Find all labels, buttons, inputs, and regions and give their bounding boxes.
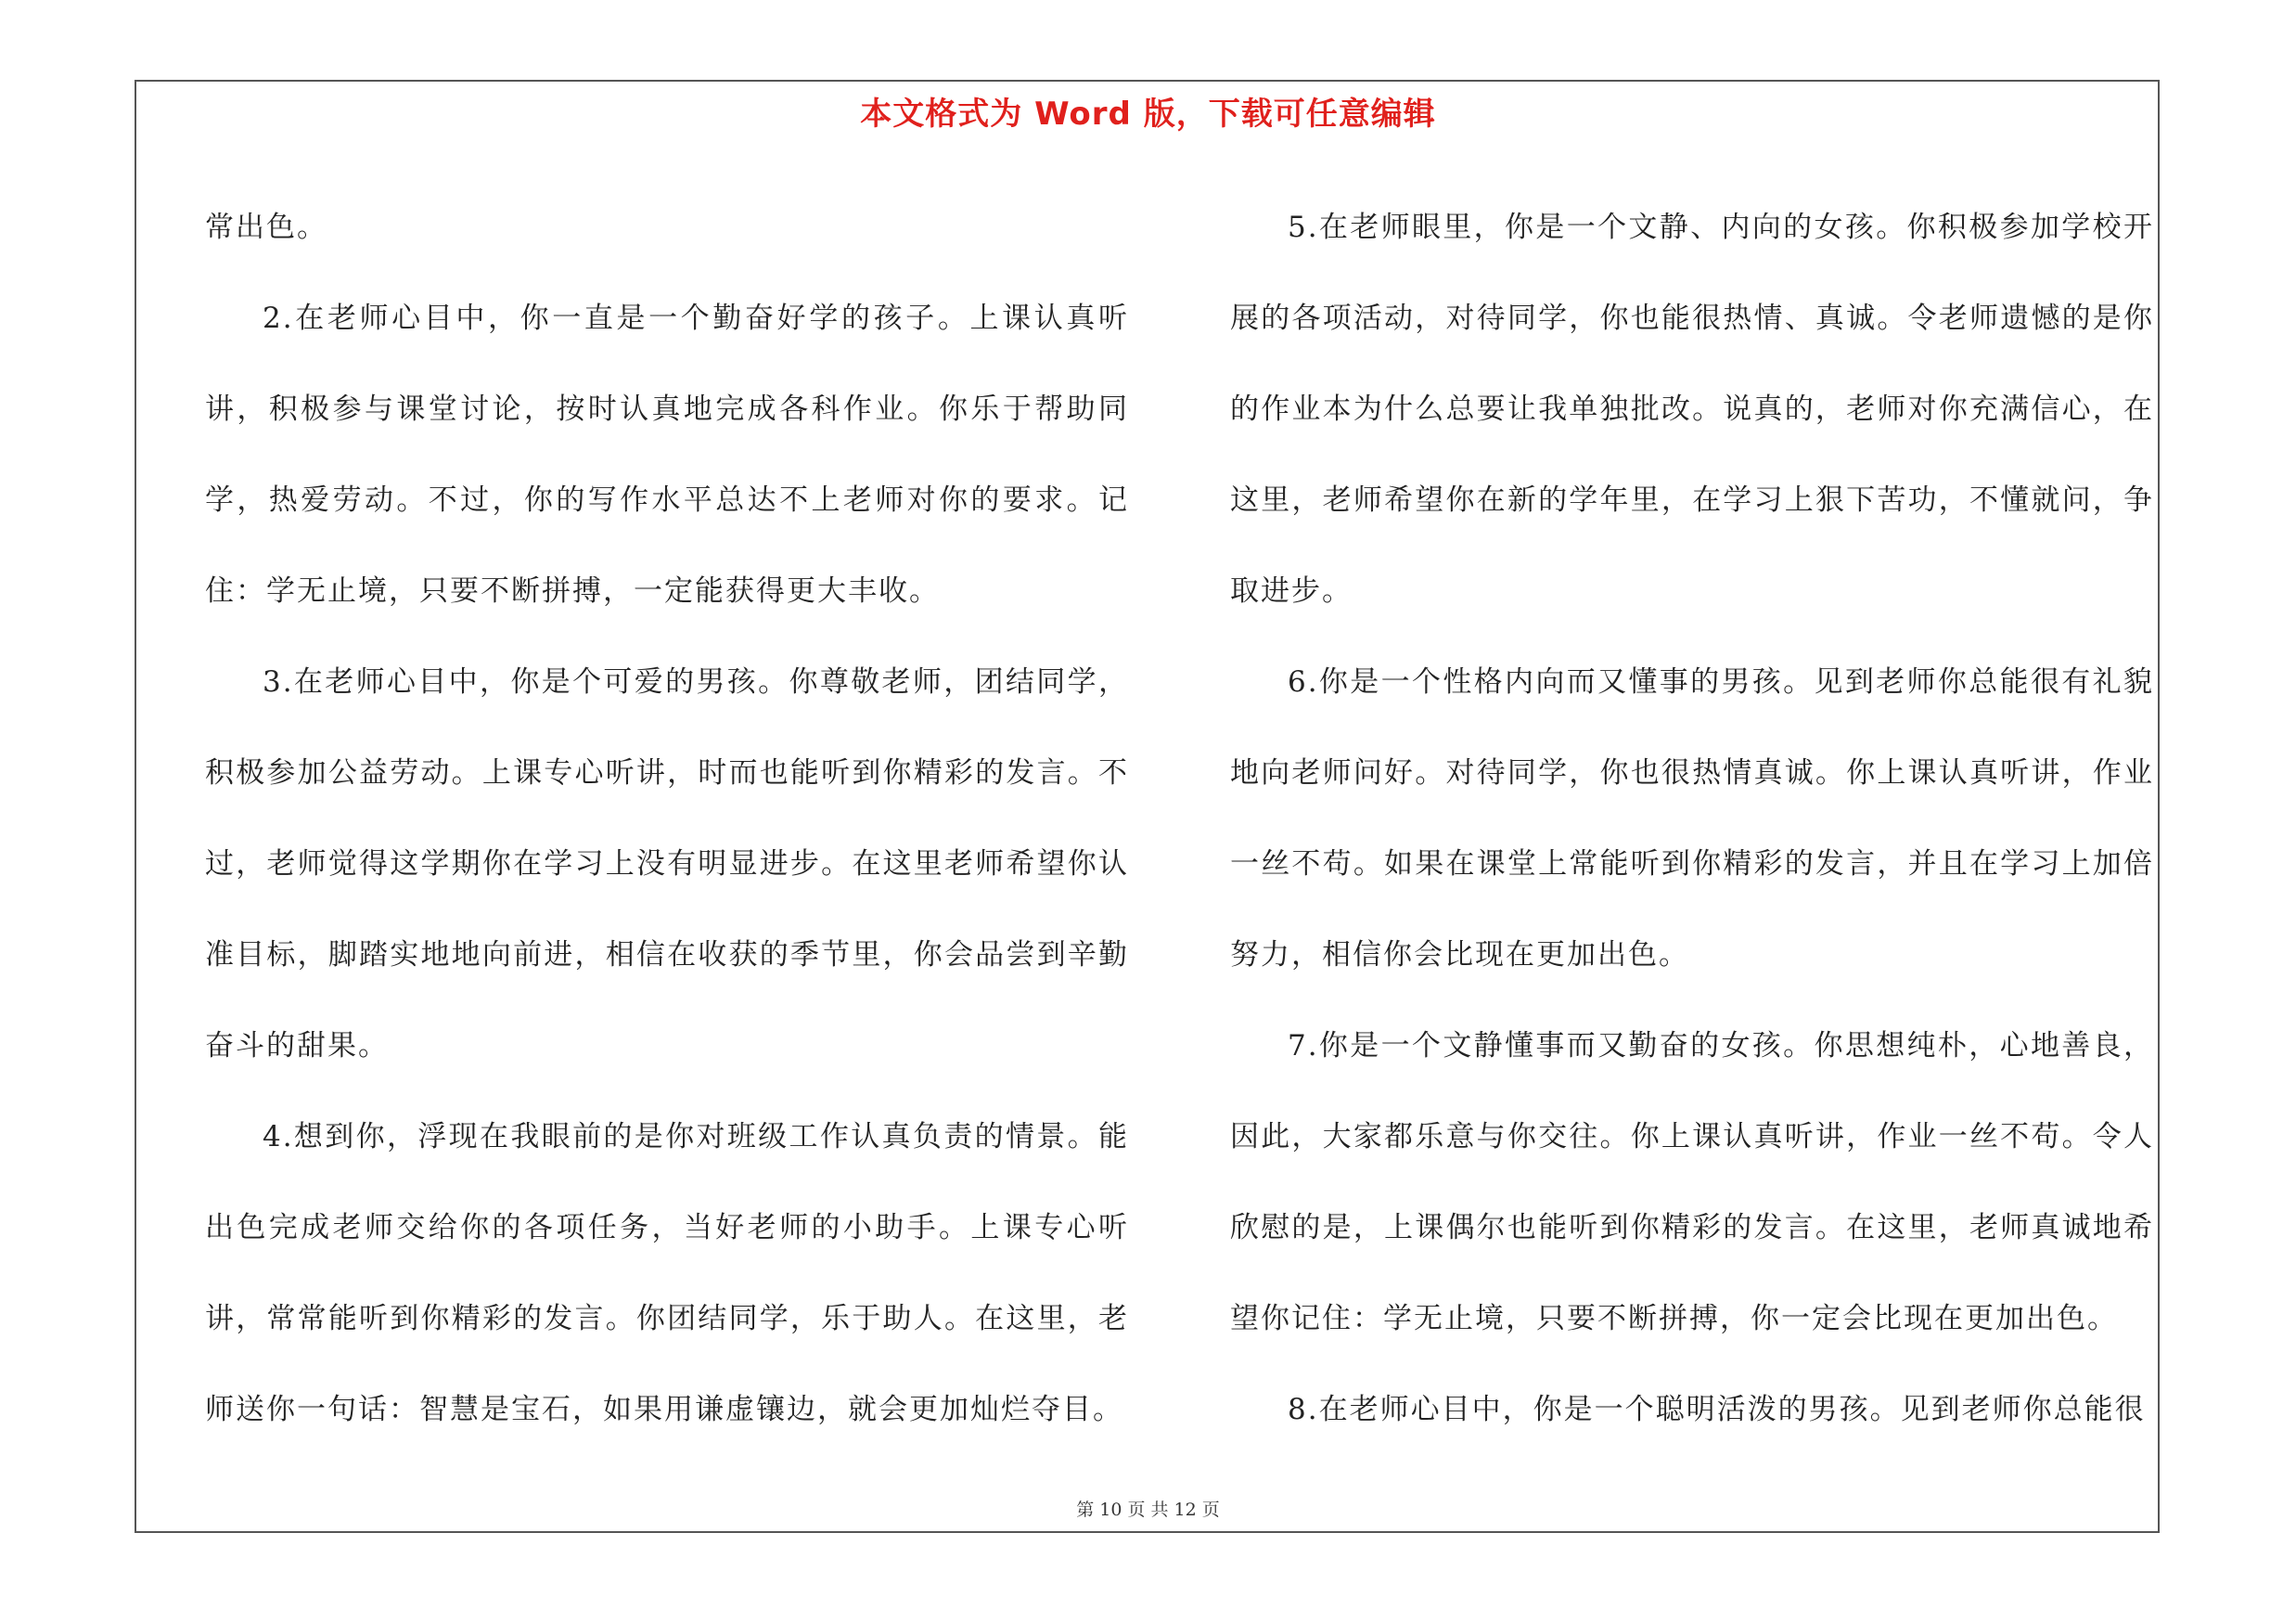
- paragraph-5: 5.在老师眼里，你是一个文静、内向的女孩。你积极参加学校开展的各项活动，对待同学，你也能很热情、真诚。令老师遗憾的是你的作业本为什么总要让我单独批改。说真的，老师对你充满信心，在这里，老师希望你在新的学年里，在学习上狠下苦功，不懂就问，争取进步。: [1230, 211, 2154, 608]
- left-column: [205, 182, 1129, 1455]
- paragraph-3: 3.在老师心目中，你是个可爱的男孩。你尊敬老师，团结同学，积极参加公益劳动。上课专心听讲，时而也能听到你精彩的发言。不过，老师觉得这学期你在学习上没有明显进步。在这里老师希望你认准目标，脚踏实地地向前进，相信在收获的季节里，你会品尝到辛勤奋斗的甜果。: [205, 665, 1129, 1063]
- paragraph-6: 6.你是一个性格内向而又懂事的男孩。见到老师你总能很有礼貌地向老师问好。对待同学，你也很热情真诚。你上课认真听讲，作业一丝不苟。如果在课堂上常能听到你精彩的发言，并且在学习上加倍努力，相信你会比现在更加出色。: [1230, 665, 2154, 972]
- paragraph-2: 2.在老师心目中，你一直是一个勤奋好学的孩子。上课认真听讲，积极参与课堂讨论，按时认真地完成各科作业。你乐于帮助同学，热爱劳动。不过，你的写作水平总达不上老师对你的要求。记住：学无止境，只要不断拼搏，一定能获得更大丰收。: [205, 302, 1129, 608]
- paragraph-4: 4.想到你，浮现在我眼前的是你对班级工作认真负责的情景。能出色完成老师交给你的各项任务，当好老师的小助手。上课专心听讲，常常能听到你精彩的发言。你团结同学，乐于助人。在这里，老师送你一句话：智慧是宝石，如果用谦虚镶边，就会更加灿烂夺目。: [205, 1120, 1129, 1426]
- right-column: [1230, 182, 2154, 1455]
- paragraph-7: 7.你是一个文静懂事而又勤奋的女孩。你思想纯朴，心地善良，因此，大家都乐意与你交往。你上课认真听讲，作业一丝不苟。令人欣慰的是，上课偶尔也能听到你精彩的发言。在这里，老师真诚地希望你记住：学无止境，只要不断拼搏，你一定会比现在更加出色。: [1230, 1029, 2154, 1335]
- paragraph-8: 8.在老师心目中，你是一个聪明活泼的男孩。见到老师你总能很: [1288, 1393, 2146, 1426]
- paragraph-continuation: 常出色。: [205, 211, 327, 244]
- header-banner: 本文格式为 Word 版，下载可任意编辑: [860, 96, 1436, 133]
- page-number: 第 10 页 共 12 页: [1076, 1500, 1220, 1520]
